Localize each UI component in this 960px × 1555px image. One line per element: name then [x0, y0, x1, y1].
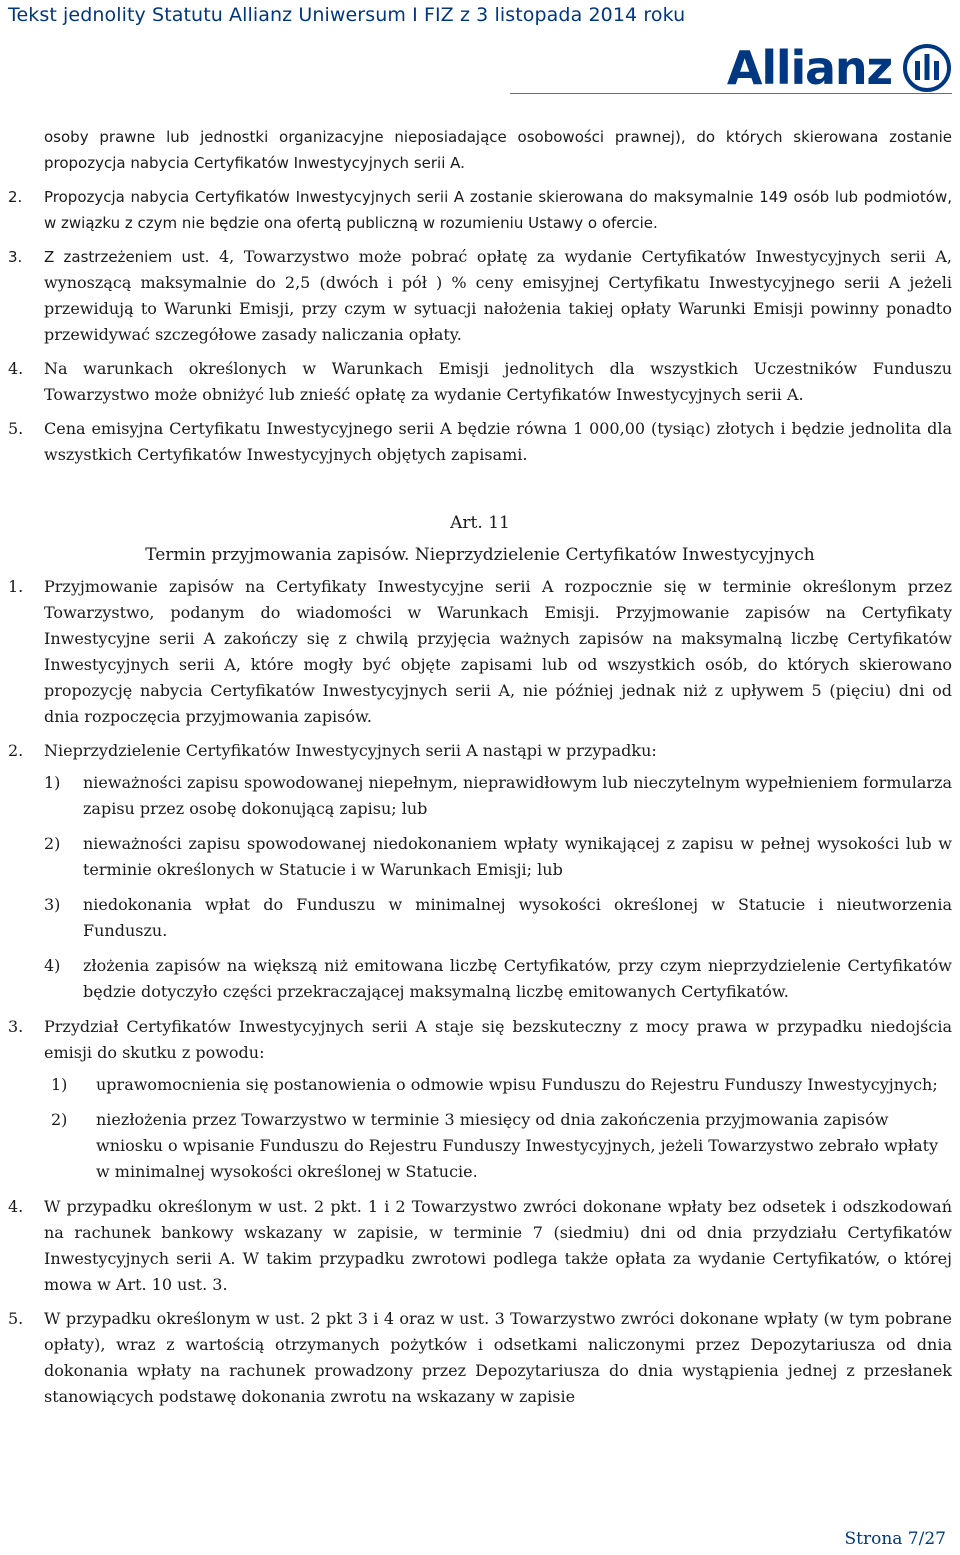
- header-divider: [510, 93, 952, 94]
- item-number: 1.: [8, 577, 24, 596]
- item-text: 4, Towarzystwo może pobrać opłatę za wydanie Certyfikatów Inwestycyjnych serii A, wynoszącą maksymalnie do 2,5 (dwóch i pół ) % ceny emisyjnej Certyfikatu Inwestycyjnego serii A jeżeli przewidują to Warunki Emisji, przy czym w sytuacji nałożenia takiej opłaty Warunki Emisji powinny ponadto przewidywać szczegółowe zasady naliczania opłaty.: [44, 247, 953, 344]
- article-item: [8, 1306, 952, 1410]
- sub-item: [8, 953, 952, 1005]
- article-subtitle: Termin przyjmowania zapisów. Nieprzydzielenie Certyfikatów Inwestycyjnych: [145, 545, 815, 565]
- sub-list: [8, 770, 952, 1005]
- article-item: [8, 738, 952, 764]
- sub-item-text: niedokonania wpłat do Funduszu w minimalnej wysokości określonej w Statucie i nieutworzenia Funduszu.: [83, 895, 952, 940]
- document-header-title: Tekst jednolity Statutu Allianz Uniwersum I FIZ z 3 listopada 2014 roku: [8, 4, 686, 26]
- sub-list: [8, 1072, 952, 1185]
- sub-item: [8, 831, 952, 883]
- item-number: 4.: [8, 1197, 24, 1216]
- intro-continuation: osoby prawne lub jednostki organizacyjne nieposiadające osobowości prawnej), do których skierowana zostanie propozycja nabycia Certyfikatów Inwestycyjnych serii A.: [44, 128, 952, 172]
- sub-item: [8, 1107, 952, 1185]
- sub-item-text: uprawomocnienia się postanowienia o odmowie wpisu Funduszu do Rejestru Funduszy Inwestycyjnych;: [96, 1075, 938, 1094]
- intro-item: [8, 244, 952, 348]
- item-number: 2.: [8, 741, 24, 760]
- logo-wordmark: Allianz: [726, 41, 892, 95]
- intro-item: [8, 356, 952, 408]
- sub-item: [8, 1072, 952, 1098]
- allianz-logo: [727, 40, 952, 96]
- document-body: [8, 124, 952, 1410]
- item-text: W przypadku określonym w ust. 2 pkt. 1 i 2 Towarzystwo zwróci dokonane wpłaty bez odsetek i odszkodowań na rachunek bankowy wskazany w zapisie, w terminie 7 (siedmiu) dni od dnia przydziału Certyfikatów Inwestycyjnych serii A. W takim przypadku zwrotowi podlega także opłata za wydanie Certyfikatów, o której mowa w Art. 10 ust. 3.: [44, 1197, 952, 1294]
- sub-item-text: nieważności zapisu spowodowanej niepełnym, nieprawidłowym lub nieczytelnym wypełnieniem formularza zapisu przez osobę dokonującą zapisu; lub: [83, 773, 952, 818]
- intro-item: [8, 184, 952, 236]
- item-text: Nieprzydzielenie Certyfikatów Inwestycyjnych serii A nastąpi w przypadku:: [44, 741, 657, 760]
- sub-item: [8, 770, 952, 822]
- page-number: Strona 7/27: [844, 1529, 946, 1549]
- item-number: 3.: [8, 248, 23, 266]
- article-item: [8, 574, 952, 730]
- sub-item-text: niezłożenia przez Towarzystwo w terminie 3 miesięcy od dnia zakończenia przyjmowania zapisów wniosku o wpisanie Funduszu do Rejestru Funduszy Inwestycyjnych, jeżeli Towarzystwo zebrało wpłaty w minimalnej wysokości określonej w Statucie.: [96, 1110, 939, 1181]
- sub-item-number: 2): [51, 1110, 68, 1129]
- item-number: 2.: [8, 188, 23, 206]
- article-title: Art. 11: [450, 513, 510, 533]
- item-text: Przydział Certyfikatów Inwestycyjnych serii A staje się bezskuteczny z mocy prawa w przypadku niedojścia emisji do skutku z powodu:: [44, 1017, 952, 1062]
- sub-item-number: 1): [44, 773, 61, 792]
- sub-item: [8, 892, 952, 944]
- item-number: 5.: [8, 419, 24, 438]
- item-text: Propozycja nabycia Certyfikatów Inwestycyjnych serii A zostanie skierowana do maksymalnie 149 osób lub podmiotów, w związku z czym nie będzie ona ofertą publiczną w rozumieniu Ustawy o ofercie.: [44, 188, 952, 232]
- sub-item-text: nieważności zapisu spowodowanej niedokonaniem wpłaty wynikającej z zapisu w pełnej wysokości lub w terminie określonych w Statucie i w Warunkach Emisji; lub: [83, 834, 952, 879]
- item-text: Na warunkach określonych w Warunkach Emisji jednolitych dla wszystkich Uczestników Funduszu Towarzystwo może obniżyć lub znieść opłatę za wydanie Certyfikatów Inwestycyjnych serii A.: [44, 359, 952, 404]
- item-number: 4.: [8, 359, 24, 378]
- item-text: Cena emisyjna Certyfikatu Inwestycyjnego serii A będzie równa 1 000,00 (tysiąc) złotych i będzie jednolita dla wszystkich Certyfikatów Inwestycyjnych objętych zapisami.: [44, 419, 952, 464]
- item-text: Przyjmowanie zapisów na Certyfikaty Inwestycyjne serii A rozpocznie się w terminie określonym przez Towarzystwo, podanym do wiadomości w Warunkach Emisji. Przyjmowanie zapisów na Certyfikaty Inwestycyjne serii A zakończy się z chwilą przyjęcia ważnych zapisów na maksymalną liczbę Certyfikatów Inwestycyjnych serii A, które mogły być objęte zapisami lub od wszystkich osób, do których skierowano propozycję nabycia Certyfikatów Inwestycyjnych serii A, nie później jednak niż z upływem 5 (pięciu) dni od dnia rozpoczęcia przyjmowania zapisów.: [44, 577, 952, 726]
- sub-item-number: 4): [44, 956, 61, 975]
- sub-item-text: złożenia zapisów na większą niż emitowana liczbę Certyfikatów, przy czym nieprzydzielenie Certyfikatów będzie dotyczyło części przekraczającej maksymalną liczbę emitowanych Certyfikatów.: [83, 956, 952, 1001]
- sub-item-number: 2): [44, 834, 61, 853]
- article-item: [8, 1194, 952, 1298]
- article-item: [8, 1014, 952, 1066]
- intro-item: [8, 416, 952, 468]
- item-number: 3.: [8, 1017, 24, 1036]
- sub-item-number: 3): [44, 895, 61, 914]
- allianz-eagle-icon: [902, 43, 952, 93]
- sub-item-number: 1): [51, 1075, 68, 1094]
- item-text: W przypadku określonym w ust. 2 pkt 3 i 4 oraz w ust. 3 Towarzystwo zwróci dokonane wpłaty (w tym pobrane opłaty), wraz z wartością otrzymanych pożytków i odsetkami naliczonymi przez Depozytariusza od dnia dokonania wpłaty na rachunek prowadzony przez Depozytariusza do dnia wystąpienia jednej z przesłanek stanowiących podstawę dokonania zwrotu na wskazany w zapisie: [44, 1309, 952, 1406]
- item-number: 5.: [8, 1309, 24, 1328]
- item-text-lead: Z zastrzeżeniem ust.: [44, 248, 210, 266]
